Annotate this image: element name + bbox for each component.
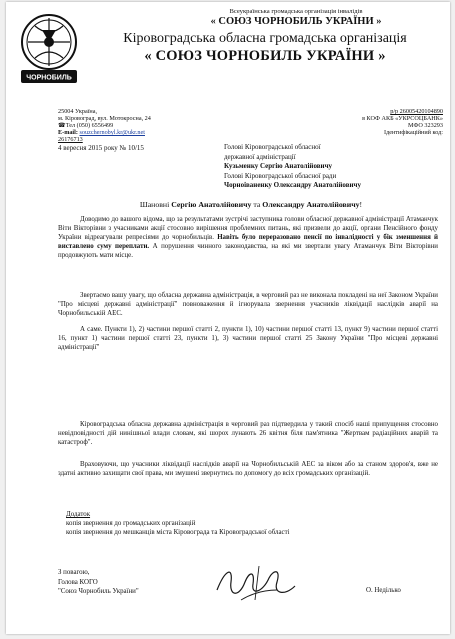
id-code-label: Ідентифікаційний код:: [384, 129, 443, 136]
paragraph-1: [58, 215, 438, 260]
paragraph-2-text: Звертаємо вашу увагу, що обласна державна адміністрація, в черговий раз не виконала покладені на неї Законом України "Про місцеві державні адміністрації" повноваження й ігнорувала звернення учасників ліквідації наслідків аварії на Чорнобильській АЕС.: [58, 292, 438, 317]
handwritten-signature: [211, 560, 299, 606]
greeting-suffix: !: [359, 200, 363, 209]
paragraph-4-text: Кіровоградська обласна державна адміністрація в черговий раз підтвердила у такий спосіб наші припущення стосовно невідповідності дій нинішньої влади словам, які шорох лунають 26 квітня біля пам'ятника "Жертвам радіаційних аварій та катастроф".: [58, 421, 438, 446]
paragraph-4: [58, 420, 438, 447]
paragraph-5-text: Враховуючи, що учасники ліквідації наслідків аварії на Чорнобильській АЕС за віком або за станом здоров'я, вже не здатні активно захищати свої права, ми змушені звернутись по допомогу до всіх громадських організацій.: [58, 461, 438, 477]
paragraph-1-bold: Навіть було переразовано пенсії по інвалідності у бік зменшення й виставлено суму переплати.: [58, 234, 438, 250]
union-chernobyl-logo: [20, 8, 78, 86]
org-name-regional: « СОЮЗ ЧОРНОБИЛЬ УКРАЇНИ »: [144, 48, 386, 64]
org-name-national: « СОЮЗ ЧОРНОБИЛЬ УКРАЇНИ »: [210, 16, 382, 27]
greeting-prefix: Шановні: [139, 200, 172, 209]
region-org-line: Кіровоградська обласна громадська організація: [123, 31, 407, 46]
address-phone: ☎Тел (050) 6556499: [58, 122, 114, 129]
attachment-item-1: копія звернення до громадських організацій: [66, 519, 196, 527]
greeting-and: та: [251, 200, 263, 209]
recipient1-title2: державної адміністрації: [224, 152, 296, 161]
paragraph-5: [58, 460, 438, 478]
closing-regards: З повагою,: [58, 569, 90, 576]
address-street: м. Кіровоград, вул. Мотокросна, 24: [58, 115, 151, 122]
closing-org: "Союз Чорнобиль України": [58, 588, 139, 595]
org-code: 26176713: [58, 136, 83, 143]
bank-mfo: МФО 323293: [408, 122, 443, 129]
bank-name: в КОФ АКБ «УКРСОЦБАНК»: [362, 115, 443, 122]
recipients-block: [224, 143, 439, 191]
paragraph-1-tail: А порушення чинного законодавства, на які ми звертали увагу Атаманчук Віти Вікторівни продовжують мати місце.: [58, 243, 438, 259]
letter-page: [6, 2, 450, 634]
closing-block: [58, 568, 139, 597]
closing-position: Голова КОГО: [58, 578, 98, 586]
signer-name: О. Неділько: [366, 587, 401, 594]
email-link[interactable]: souzchernobyl.kr@ukr.net: [79, 129, 145, 136]
attachment-item-2: копія звернення до мешканців міста Кіровограда та Кіровоградської області: [66, 528, 290, 536]
bank-account: р/р 26005420104890: [390, 108, 443, 115]
email-label: E-mail:: [58, 129, 78, 136]
recipient2-title: Голові Кіровоградської обласної ради: [224, 171, 337, 180]
paragraph-3: [58, 325, 438, 352]
recipient1-title1: Голові Кіровоградської обласної: [224, 143, 321, 151]
paragraph-2: [58, 291, 438, 318]
org-subtitle: Всеукраїнська громадська організація інвалідів: [229, 8, 363, 15]
greeting: [66, 200, 436, 209]
greeting-name-2: Олександру Анатолійовичу: [262, 200, 360, 209]
recipient2-name: Чорноіваненку Олександру Анатолійовичу: [224, 181, 361, 190]
logo-text: ЧОРНОБИЛЬ: [26, 74, 72, 82]
address-postcode: 25004 Україна,: [58, 108, 98, 115]
greeting-name-1: Сергію Анатолійовичу: [171, 200, 252, 209]
attachments-label: Додаток: [66, 511, 91, 518]
paragraph-3-text: А саме. Пункти 1), 2) частини першої статті 2, пункти 1), 10) частини першої статті 13, пункт 9) частини першої статті 16, пункт 1) частини першої статті 23, пункти 1), 3) частини першої статті 25 Закону України "Про місцеві державні адміністрації": [58, 326, 438, 351]
paragraph-1-text: Доводимо до вашого відома, що за результатами зустрічі заступника голови обласної державної адміністрації Атаманчук Віти Вікторівни з учасниками акції стосовно вирішення проблемних питань, які призвели до акції, органи Пенсійного фонду України відреагували репресіями до чорнобильців.: [58, 216, 438, 241]
attachments-block: [66, 511, 290, 537]
date-reference: 4 вересня 2015 року № 10/15: [58, 144, 144, 152]
recipient1-name: Кузьменку Сергію Анатолійовичу: [224, 162, 333, 171]
